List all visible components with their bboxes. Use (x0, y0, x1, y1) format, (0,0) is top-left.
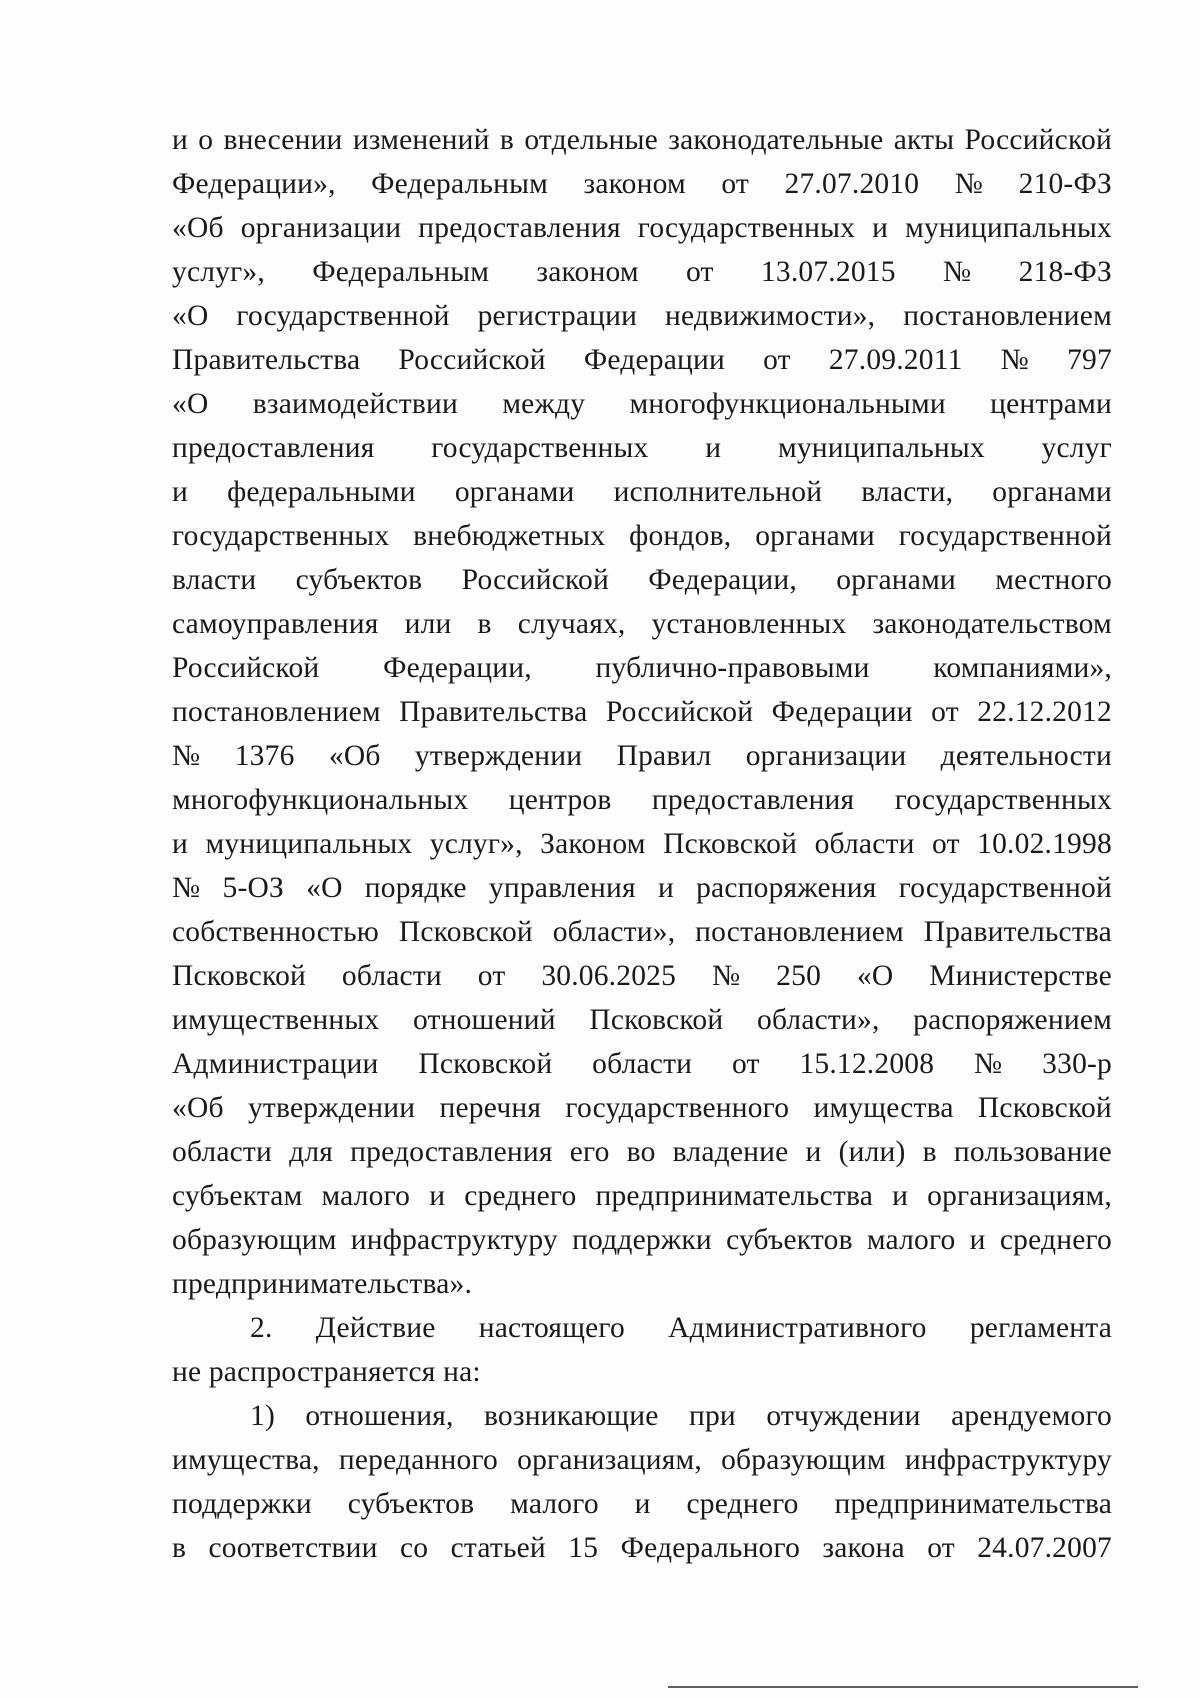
word: собственностью (172, 916, 380, 948)
word: и (872, 212, 889, 244)
text-line (172, 1438, 1112, 1482)
word: имущества, (172, 1444, 320, 1476)
word: «Об (172, 1092, 224, 1124)
text-line (172, 1130, 1112, 1174)
text-line (172, 1306, 1112, 1350)
word: от (763, 344, 791, 376)
word: 2. (250, 1312, 273, 1344)
word: от (927, 1532, 955, 1564)
word: муниципальных (205, 828, 413, 860)
word: № (172, 872, 201, 904)
word: Псковской (977, 1092, 1112, 1124)
word: от (931, 696, 959, 728)
word: организации (240, 212, 402, 244)
word: № (172, 740, 201, 772)
word: утверждении (414, 740, 583, 772)
word: государственных (172, 520, 390, 552)
word: многофункциональными (629, 388, 946, 420)
word: среднего (464, 1180, 577, 1212)
word: организации (745, 740, 907, 772)
word: 27.07.2010 (784, 168, 920, 200)
word: области (172, 1136, 273, 1168)
paragraph-2-scope (172, 1306, 1112, 1394)
word: от (731, 1048, 760, 1080)
word: в (477, 608, 492, 640)
word: и (429, 1180, 446, 1212)
word: 22.12.2012 (977, 696, 1112, 728)
word: субъектов (726, 1224, 853, 1256)
word: во (626, 1136, 656, 1168)
text-line (172, 558, 1112, 602)
word: соответствии (208, 1532, 378, 1564)
paragraph-legal-basis (172, 118, 1112, 1306)
word: Российской (964, 124, 1112, 156)
word: области (814, 828, 915, 860)
word: постановлением (903, 300, 1112, 332)
word: и (705, 432, 722, 464)
word: перечня (439, 1092, 542, 1124)
word: власти (172, 564, 257, 596)
word: Действие (315, 1312, 436, 1344)
word: поддержки (172, 1488, 312, 1520)
word: государственных (637, 212, 856, 244)
word: 15.12.2008 (799, 1048, 935, 1080)
word: 250 (776, 960, 822, 992)
word: отдельные (524, 124, 658, 156)
word: субъектов (295, 564, 423, 596)
text-line (172, 250, 1112, 294)
text-line (172, 734, 1112, 778)
word: и (805, 1136, 822, 1168)
word: законодательством (872, 608, 1112, 640)
text-line (172, 118, 1112, 162)
word: 330-р (1042, 1048, 1112, 1080)
text-line (172, 1042, 1112, 1086)
word: компаниями», (933, 652, 1112, 684)
word: власти, (861, 476, 954, 508)
word: в (499, 124, 515, 156)
word: 218-ФЗ (1018, 256, 1112, 288)
word: самоуправления (172, 608, 379, 640)
word: Федеральным (312, 256, 490, 288)
word: Российской (461, 564, 609, 596)
word: 797 (1067, 344, 1112, 376)
word: 1376 (234, 740, 295, 772)
word: инфраструктуру (350, 1224, 558, 1256)
word: пользование (953, 1136, 1112, 1168)
text-line (172, 690, 1112, 734)
text-line (172, 1482, 1112, 1526)
word: 5-ОЗ (222, 872, 284, 904)
word: акты (893, 124, 955, 156)
word: порядке (364, 872, 467, 904)
word: и (969, 1224, 986, 1256)
word: взаимодействии (252, 388, 458, 420)
word: Правил (616, 740, 712, 772)
word: или (404, 608, 452, 640)
word: постановлением (695, 916, 904, 948)
text-line (172, 338, 1112, 382)
word: и (634, 1488, 651, 1520)
word: и (172, 828, 188, 860)
word: Правительства (399, 696, 588, 728)
word: образующим (172, 1224, 337, 1256)
text-line (172, 1174, 1112, 1218)
word: постановлением (172, 696, 381, 728)
word: 27.09.2011 (828, 344, 963, 376)
word: законом (583, 168, 686, 200)
word: Правительства (923, 916, 1112, 948)
text-line (172, 1218, 1112, 1262)
word: внесении (223, 124, 343, 156)
word: в (172, 1532, 187, 1564)
word: Федерации, (383, 652, 532, 684)
word: предоставления (651, 784, 855, 816)
text-line: не распространяется на: (172, 1356, 481, 1388)
text-line (172, 206, 1112, 250)
word: 210-ФЗ (1018, 168, 1112, 200)
word: имущественных (172, 1004, 380, 1036)
word: и (172, 124, 188, 156)
word: регистрации (477, 300, 638, 332)
word: области (592, 1048, 693, 1080)
text-line (172, 294, 1112, 338)
word: фондов, (629, 520, 732, 552)
text-line (172, 910, 1112, 954)
word: Российской (605, 696, 754, 728)
word: Правительства (172, 344, 361, 376)
word: отношения, (305, 1400, 454, 1432)
word: при (688, 1400, 736, 1432)
word: Законом (540, 828, 646, 860)
document-body (172, 118, 1112, 1570)
word: муниципальных (777, 432, 985, 464)
word: субъектам (172, 1180, 303, 1212)
text-line (172, 1394, 1112, 1438)
word: «О (172, 300, 209, 332)
word: Псковской (589, 1004, 724, 1036)
text-line (172, 470, 1112, 514)
word: области», (552, 916, 676, 948)
word: государственной (236, 300, 450, 332)
text-line (172, 822, 1112, 866)
text-line (172, 646, 1112, 690)
text-line (172, 778, 1112, 822)
text-line (172, 1526, 1112, 1570)
word: Министерстве (929, 960, 1112, 992)
word: распоряжения (696, 872, 877, 904)
word: владение (672, 1136, 789, 1168)
word: государственного (565, 1092, 790, 1124)
word: законодательные (668, 124, 884, 156)
word: для (289, 1136, 334, 1168)
text-line (172, 1086, 1112, 1130)
word: органами (992, 476, 1112, 508)
word: (или) (838, 1136, 906, 1168)
text-line (172, 426, 1112, 470)
word: его (569, 1136, 610, 1168)
word: 10.02.1998 (977, 828, 1112, 860)
word: государственной (898, 520, 1112, 552)
word: органами (454, 476, 575, 508)
word: случаях, (517, 608, 626, 640)
scan-edge-line (668, 1686, 1138, 1688)
word: о (198, 124, 214, 156)
word: организациям, (517, 1444, 702, 1476)
word: изменений (352, 124, 490, 156)
word: настоящего (478, 1312, 625, 1344)
word: государственных (894, 784, 1112, 816)
word: Российской (172, 652, 320, 684)
word: от (721, 168, 750, 200)
word: переданного (338, 1444, 498, 1476)
word: инфраструктуру (904, 1444, 1112, 1476)
word: закона (822, 1532, 905, 1564)
word: субъектов (347, 1488, 475, 1520)
word: муниципальных (905, 212, 1112, 244)
text-line (172, 162, 1112, 206)
word: предоставления (172, 432, 375, 464)
word: утверждении (247, 1092, 416, 1124)
word: № (954, 168, 984, 200)
text-line (172, 954, 1112, 998)
word: предоставления (350, 1136, 553, 1168)
word: услуг», (429, 828, 523, 860)
word: предпринимательства (595, 1180, 873, 1212)
word: и (172, 476, 188, 508)
word: Административного (668, 1312, 927, 1344)
word: предоставления (418, 212, 621, 244)
word: со (399, 1532, 429, 1564)
word: и (892, 1180, 909, 1212)
word: возникающие (483, 1400, 659, 1432)
word: 1) (250, 1400, 275, 1432)
word: Псковской (172, 960, 307, 992)
word: 24.07.2007 (977, 1532, 1112, 1564)
word: органами (755, 520, 875, 552)
word: Российской (398, 344, 546, 376)
word: 15 (568, 1532, 599, 1564)
word: многофункциональных (172, 784, 469, 816)
word: образующим (721, 1444, 886, 1476)
word: деятельности (940, 740, 1112, 772)
word: Федерации, (648, 564, 797, 596)
word: регламента (969, 1312, 1112, 1344)
word: малого (321, 1180, 411, 1212)
word: государственных (431, 432, 649, 464)
word: исполнительной (613, 476, 823, 508)
word: отчуждении (766, 1400, 921, 1432)
word: Администрации (172, 1048, 379, 1080)
word: области», (757, 1004, 880, 1036)
word: среднего (686, 1488, 799, 1520)
word: внебюджетных (413, 520, 606, 552)
word: среднего (999, 1224, 1112, 1256)
word: 30.06.2025 (541, 960, 677, 992)
word: области (341, 960, 442, 992)
word: «Об (172, 212, 224, 244)
word: малого (866, 1224, 956, 1256)
word: от (686, 256, 714, 288)
text-line (172, 998, 1112, 1042)
word: Федерации (583, 344, 725, 376)
word: поддержки (572, 1224, 712, 1256)
word: № (711, 960, 741, 992)
word: от (477, 960, 506, 992)
word: Федерации», (172, 168, 336, 200)
word: законом (536, 256, 639, 288)
paragraph-item-1 (172, 1394, 1112, 1570)
word: федеральными (227, 476, 416, 508)
word: арендуемого (951, 1400, 1112, 1432)
word: центрами (990, 388, 1112, 420)
word: и (657, 872, 674, 904)
text-line (172, 602, 1112, 646)
word: № (974, 1048, 1003, 1080)
word: предпринимательства (834, 1488, 1112, 1520)
word: Федеральным (371, 168, 549, 200)
word: № (942, 256, 972, 288)
word: Псковской (398, 916, 533, 948)
word: 13.07.2015 (760, 256, 896, 288)
word: отношений (412, 1004, 556, 1036)
word: Федерации (771, 696, 913, 728)
word: имущества (813, 1092, 954, 1124)
word: «Об (328, 740, 381, 772)
word: Псковской (418, 1048, 553, 1080)
text-line (172, 514, 1112, 558)
word: в (922, 1136, 937, 1168)
word: от (932, 828, 960, 860)
word: организациям, (927, 1180, 1112, 1212)
word: недвижимости», (665, 300, 876, 332)
word: «О (172, 388, 209, 420)
word: управления (488, 872, 636, 904)
word: услуг», (172, 256, 265, 288)
word: между (502, 388, 586, 420)
word: распоряжением (913, 1004, 1112, 1036)
word: услуг (1041, 432, 1112, 464)
word: статьей (450, 1532, 546, 1564)
word: установленных (651, 608, 847, 640)
word: Федерального (620, 1532, 801, 1564)
word: малого (510, 1488, 599, 1520)
text-line (172, 382, 1112, 426)
word: центров (508, 784, 612, 816)
text-line: предпринимательства». (172, 1268, 473, 1300)
word: Псковской (663, 828, 798, 860)
word: № (1000, 344, 1029, 376)
word: государственной (898, 872, 1112, 904)
word: местного (995, 564, 1112, 596)
word: публично-правовыми (595, 652, 870, 684)
text-line (172, 866, 1112, 910)
word: «О (306, 872, 343, 904)
word: органами (836, 564, 956, 596)
word: «О (856, 960, 894, 992)
